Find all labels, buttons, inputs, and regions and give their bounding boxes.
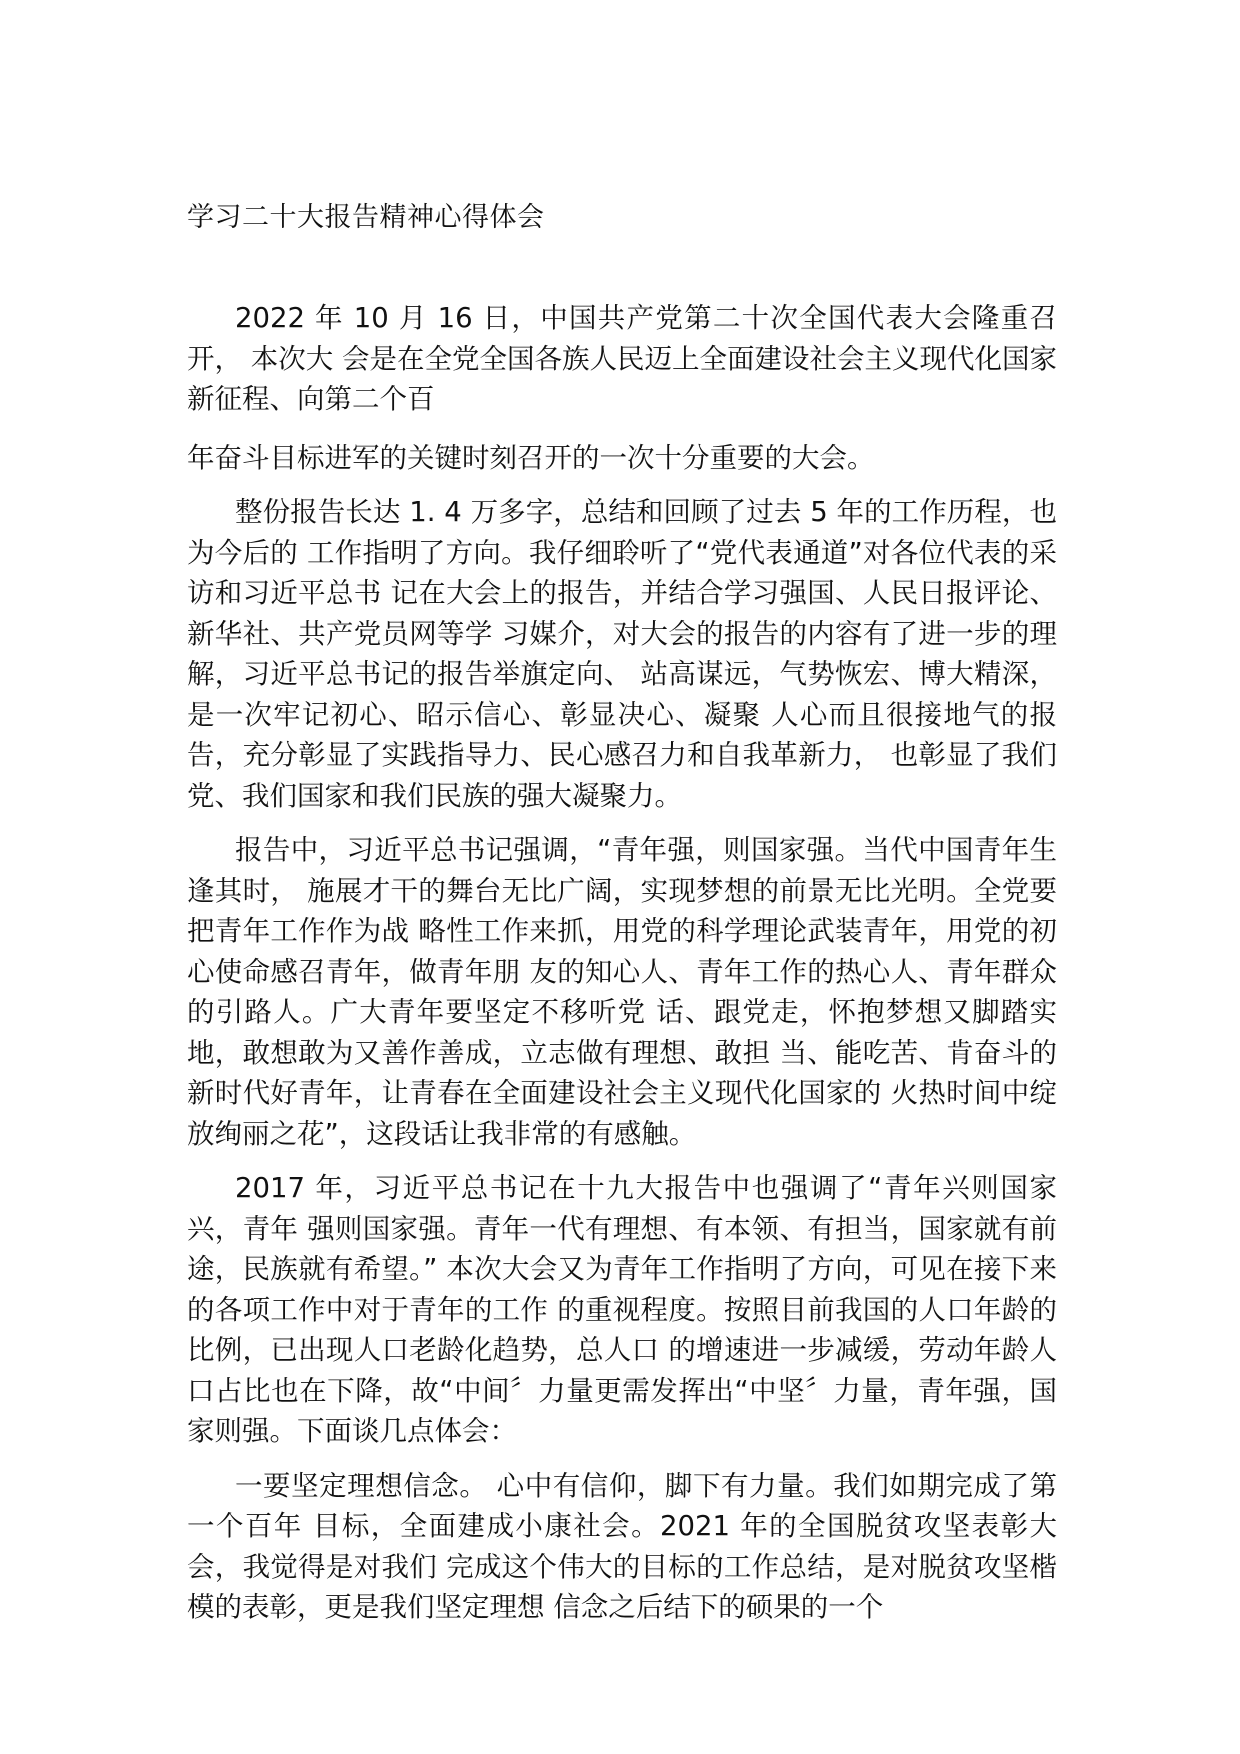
paragraph-4: 2017 年，习近平总书记在十九大报告中也强调了“青年兴则国家兴，青年 强则国家强。青年一代有理想、有本领、有担当，国家就有前途，民族就有希望。” 本次大会又为青年工作指明了方向，可见在接下来的各项工作中对于青年的工作 的重视程度。按照目前我国的人口年龄的比例，已出现人口老龄化趋势，总人口 的增速进一步减缓，劳动年龄人口占比也在下降，故“中间〞力量更需发挥出“中坚〞力量，青年强，国家则强。下面谈几点体会： [187, 1172, 1057, 1447]
document-title: 学习二十大报告精神心得体会 [187, 202, 545, 233]
paragraph-3: 报告中，习近平总书记强调，“青年强，则国家强。当代中国青年生逢其时， 施展才干的舞台无比广阔，实现梦想的前景无比光明。全党要把青年工作作为战 略性工作来抓，用党的科学理论武装青年，用党的初心使命感召青年，做青年朋 友的知心人、青年工作的热心人、青年群众的引路人。广大青年要坚定不移听党 话、跟党走，怀抱梦想又脚踏实地，敢想敢为又善作善成，立志做有理想、敢担 当、能吃苦、肯奋斗的新时代好青年，让青春在全面建设社会主义现代化国家的 火热时间中绽放绚丽之花”，这段话让我非常的有感触。 [187, 834, 1057, 1150]
document-body [187, 298, 1057, 1628]
paragraph-5: 一要坚定理想信念。 心中有信仰，脚下有力量。我们如期完成了第一个百年 目标，全面建成小康社会。2021 年的全国脱贫攻坚表彰大会，我觉得是对我们 完成这个伟大的目标的工作总结，是对脱贫攻坚楷模的表彰，更是我们坚定理想 信念之后结下的硕果的一个 [187, 1469, 1057, 1623]
paragraph-1-part-2: 年奋斗目标进军的关键时刻召开的一次十分重要的大会。 [187, 441, 875, 474]
paragraph-2: 整份报告长达 1. 4 万多字，总结和回顾了过去 5 年的工作历程，也为今后的 工作指明了方向。我仔细聆听了“党代表通道”对各位代表的采访和习近平总书 记在大会上的报告，并结合学习强国、人民日报评论、新华社、共产党员网等学 习媒介，对大会的报告的内容有了进一步的理解，习近平总书记的报告举旗定向、 站高谋远，气势恢宏、博大精深，是一次牢记初心、昭示信心、彰显决心、凝聚 人心而且很接地气的报告，充分彰显了实践指导力、民心感召力和自我革新力， 也彰显了我们党、我们国家和我们民族的强大凝聚力。 [187, 496, 1057, 812]
paragraph-1-part-1: 2022 年 10 月 16 日，中国共产党第二十次全国代表大会隆重召开， 本次大 会是在全党全国各族人民迈上全面建设社会主义现代化国家新征程、向第二个百 [187, 302, 1057, 415]
